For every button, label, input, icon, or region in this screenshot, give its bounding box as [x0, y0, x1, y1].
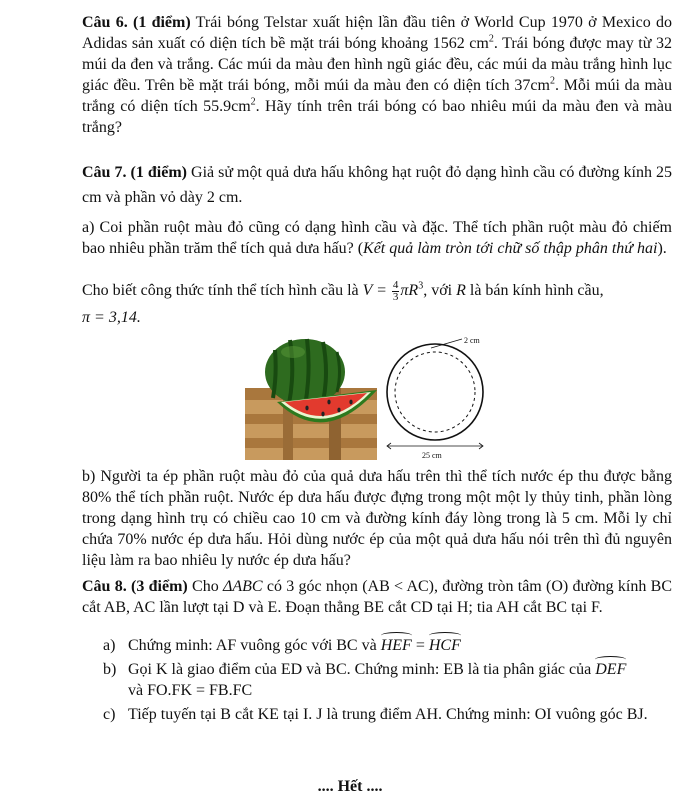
question-8-intro [82, 576, 672, 618]
angle-hef: HEF [380, 637, 412, 654]
question-7b [82, 466, 672, 571]
q6-label: Câu 6. [82, 14, 128, 31]
fraction-den: 3 [392, 290, 399, 303]
q8b-text-2: và FO.FK = FB.FC [128, 682, 253, 699]
question-7-intro [82, 160, 672, 210]
q7-intro: Giả sử một quả dưa hấu không hạt ruột đỏ dạng hình cầu có đường kính 25 cm và phần vỏ dày 2 cm. [82, 164, 673, 206]
question-7a [82, 217, 672, 259]
q7a-text: a) Coi phần ruột màu đỏ cũng có dạng hình cầu và đặc. Thể tích phần ruột màu đỏ chiếm bao nhiêu phần trăm thể tích quả dưa hấu? ( [82, 219, 672, 257]
q8b-label: b) [103, 661, 117, 678]
pi-value: π = 3,14. [82, 308, 141, 326]
q6-points: (1 điểm) [132, 14, 191, 31]
formula-pir: πR [400, 282, 419, 299]
end-marker: .... Hết .... [317, 778, 383, 795]
q8-part-b [103, 659, 672, 701]
q8a-text: Chứng minh: AF vuông góc với BC và [128, 637, 381, 654]
fraction-num: 4 [392, 278, 399, 291]
q7-points: (1 điểm) [130, 164, 187, 181]
q8a-label: a) [103, 637, 116, 654]
q8-intro-a: Cho [187, 578, 223, 595]
q6-sup-2: 2 [549, 75, 555, 87]
q7a-end: ). [657, 240, 667, 257]
formula-post1: , với [423, 282, 457, 299]
question-6 [82, 12, 672, 138]
q6-text-2: . Trái bóng được may từ 32 múi da đen và trắng. Các múi da màu đen hình ngũ giác đều, các múi da màu trắng hình lục giác đều. Trên bề mặt trái bóng, mỗi múi da màu đen có diện tích 37cm [82, 35, 673, 94]
q8b-text: Gọi K là giao điểm của ED và BC. Chứng minh: EB là tia phân giác của [128, 661, 596, 678]
q8c-label: c) [103, 706, 116, 723]
q6-text-3: . Mỗi múi da màu trắng có diện tích 55.9cm [82, 77, 673, 115]
q8-part-a [103, 635, 672, 656]
q8a-eq: = [411, 637, 429, 654]
watermelon-illustration [245, 330, 505, 460]
q7a-italic: Kết quả làm tròn tới chữ số thập phân thứ hai [363, 240, 658, 257]
q6-text-4: . Hãy tính trên trái bóng có bao nhiêu múi da màu đen và màu trắng? [82, 98, 673, 136]
q8-part-c [103, 704, 672, 725]
q6-sup-3: 2 [250, 96, 256, 108]
q7b-text: b) Người ta ép phần ruột màu đỏ của quả dưa hấu trên thì thể tích nước ép thu được bằng 80% thể tích phần ruột. Nước ép dưa hấu được đựng trong một một ly thủy tinh, phần lòng trong dạng hình trụ có chiều cao 10 cm và đường kính đáy lòng trong là 5 cm. Mỗi ly chỉ chứa 70% nước ép dưa hấu. Hỏi dùng nước ép của một quả dưa hấu nói trên thì đủ nguyên liệu làm ra bao nhiêu ly nước ép dưa hấu? [82, 468, 672, 569]
q6-sup-1: 2 [488, 33, 494, 45]
diagram-thickness-label: 2 cm [464, 336, 480, 345]
watermelon-cross-section-diagram [387, 336, 483, 460]
q8-label: Câu 8. [82, 578, 127, 595]
angle-def: DEF [595, 661, 627, 678]
triangle-abc: ΔABC [222, 578, 263, 595]
q8-points: (3 điểm) [131, 578, 188, 595]
q8c-text: Tiếp tuyến tại B cắt KE tại I. J là trung điểm AH. Chứng minh: OI vuông góc BJ. [128, 706, 648, 723]
angle-hcf: HCF [428, 637, 461, 654]
fraction-4-3 [392, 280, 400, 303]
formula-v: V = [362, 282, 391, 299]
question-8-parts [103, 635, 672, 725]
formula-pre: Cho biết công thức tính thể tích hình cầu là [82, 282, 363, 299]
question-7-formula [82, 279, 672, 329]
q7-label: Câu 7. [82, 164, 127, 181]
diagram-diameter-label: 25 cm [422, 451, 442, 460]
formula-exp: 3 [418, 280, 424, 292]
q6-text-1: Trái bóng Telstar xuất hiện lần đầu tiên ở World Cup 1970 ở Mexico do Adidas sản xuất có diện tích bề mặt trái bóng khoảng 1562 cm [82, 14, 672, 52]
formula-r: R [456, 282, 466, 299]
q8-intro-b: có 3 góc nhọn (AB < AC), đường tròn tâm (O) đường kính BC cắt AB, AC lần lượt tại D và E. Đoạn thẳng BE cắt CD tại H; tia AH cắt BC tại F. [82, 578, 672, 616]
formula-post2: là bán kính hình cầu, [465, 282, 604, 299]
